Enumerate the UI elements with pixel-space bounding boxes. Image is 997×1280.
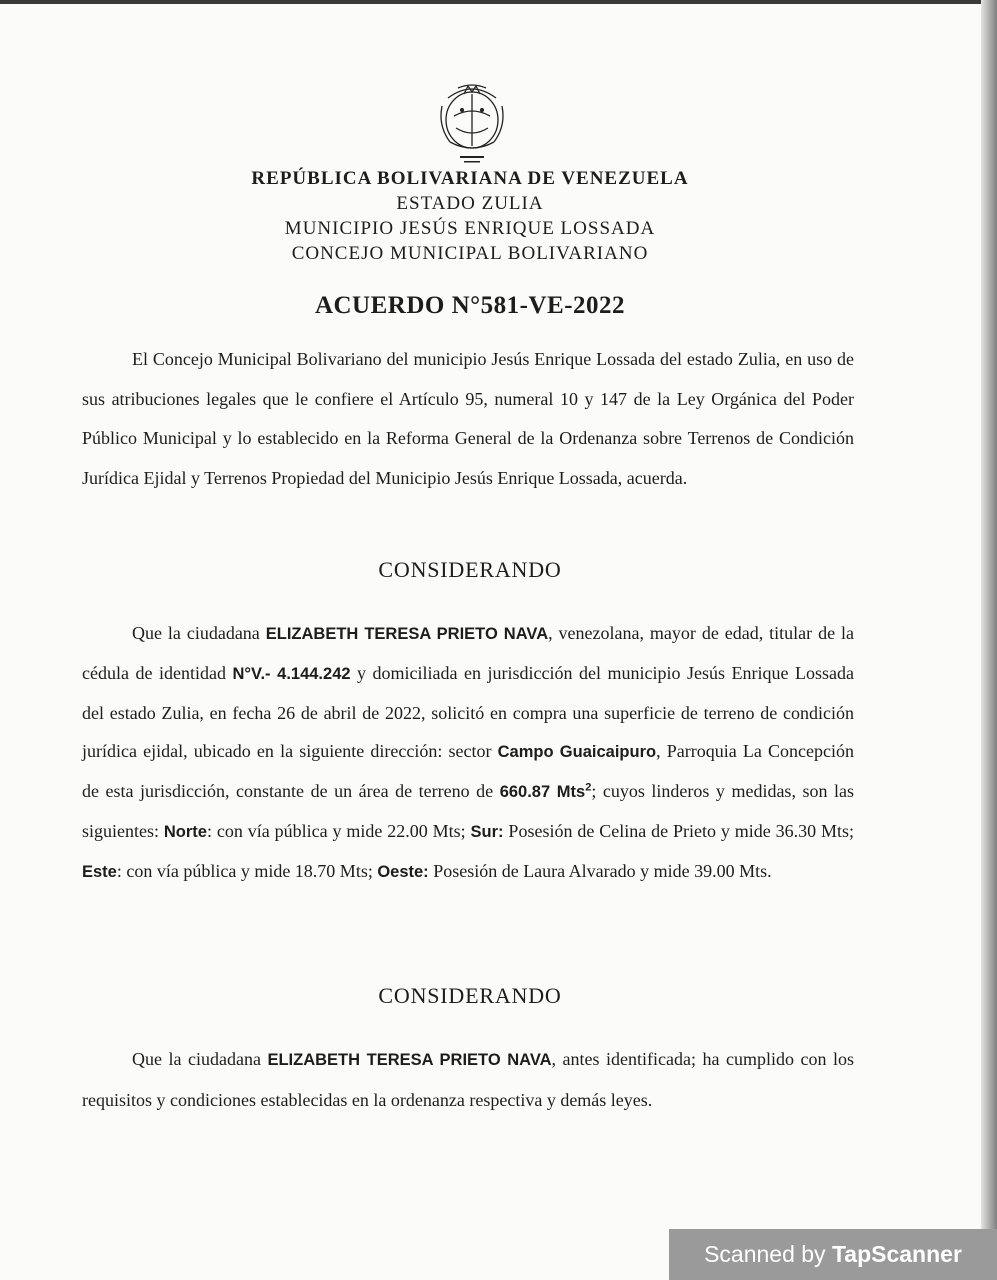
land-area: 660.87 Mts$^2$ bbox=[499, 781, 592, 802]
header-country: REPÚBLICA BOLIVARIANA DE VENEZUELA bbox=[251, 168, 689, 189]
id-number: N°V.- 4.144.242 bbox=[232, 664, 351, 683]
intro-paragraph: El Concejo Municipal Bolivariano del municipio Jesús Enrique Lossada del estado Zulia, en uso de sus atribuciones legales que le confiere el Artículo 95, numeral 10 y 147 de la Ley Orgánica del Poder Público Municipal y lo establecido en la Reforma General de la Ordenanza sobre Terrenos de Condición Jurídica Ejidal y Terrenos Propiedad del Municipio Jesús Enrique Lossada, acuerda. bbox=[82, 349, 854, 488]
sector-name: Campo Guaicaipuro bbox=[497, 743, 657, 762]
boundary-south-label: Sur: bbox=[470, 822, 504, 841]
boundary-north-label: Norte bbox=[163, 822, 207, 841]
scan-right-edge bbox=[981, 0, 997, 1280]
watermark-brand: TapScanner bbox=[831, 1241, 962, 1267]
scanner-watermark: Scanned by TapScanner bbox=[669, 1229, 997, 1280]
applicant-name: ELIZABETH TERESA PRIETO NAVA bbox=[265, 625, 549, 643]
document-title: ACUERDO N°581-VE-2022 bbox=[314, 292, 626, 319]
boundary-west-label: Oeste: bbox=[377, 862, 429, 881]
header-council: CONCEJO MUNICIPAL BOLIVARIANO bbox=[291, 243, 649, 264]
header-municipality: MUNICIPIO JESÚS ENRIQUE LOSSADA bbox=[284, 218, 656, 239]
header-state: ESTADO ZULIA bbox=[396, 193, 544, 214]
boundary-east-label: Este bbox=[82, 862, 117, 881]
considerando-paragraph-1: Que la ciudadana ELIZABETH TERESA PRIETO NAVA, venezolana, mayor de edad, titular de la cédula de identidad N°V.- 4.144.242 y domiciliada en jurisdicción del municipio Jesús Enrique Lossada del estado Zulia, en fecha 26 de abril de 2022, solicitó en compra una superficie de terreno de condición jurídica ejidal, ubicado en la siguiente dirección: sector Campo Guaicaipuro, Parroquia La Concepción de esta jurisdicción, constante de un área de terreno de 660.87 Mts$^2$; cuyos linderos y medidas, son las siguientes: Norte: con vía pública y mide 22.00 Mts; Sur: Posesión de Celina de Prieto y mide 36.30 Mts; Este: con vía pública y mide 18.70 Mts; Oeste: Posesión de Laura Alvarado y mide 39.00 Mts. bbox=[82, 623, 855, 881]
considerando-heading-1: CONSIDERANDO bbox=[378, 557, 562, 582]
applicant-name-2: ELIZABETH TERESA PRIETO NAVA bbox=[267, 1051, 552, 1069]
scan-top-edge bbox=[0, 0, 997, 4]
considerando-paragraph-2: Que la ciudadana ELIZABETH TERESA PRIETO NAVA, antes identificada; ha cumplido con los requisitos y condiciones establecidas en la ordenanza respectiva y demás leyes. bbox=[82, 1049, 854, 1110]
coat-of-arms-seal bbox=[432, 76, 512, 166]
considerando-heading-2: CONSIDERANDO bbox=[378, 983, 562, 1008]
document-header bbox=[200, 166, 740, 266]
